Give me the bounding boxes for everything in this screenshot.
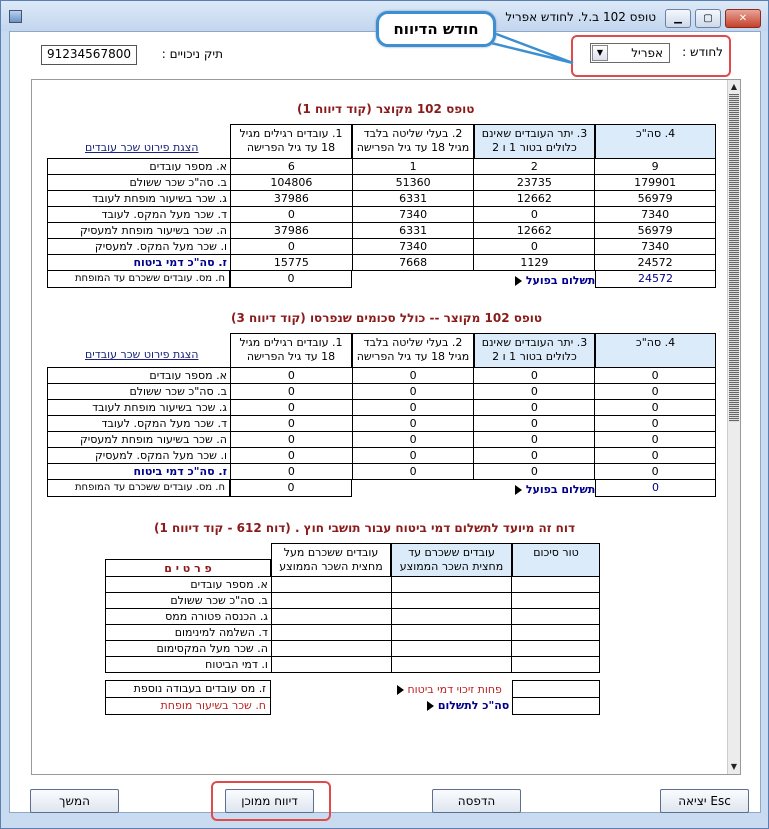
value-cell[interactable]: 0 [595, 464, 716, 480]
value-cell[interactable]: 51360 [352, 175, 474, 191]
table-row [48, 368, 716, 384]
form612-header-above: עובדים ששכרם מעל מחצית השכר הממוצע [271, 543, 391, 577]
form3-title: טופס 102 מקוצר -- כולל סכומים שנפרסו (קוד דיווח 3) [231, 311, 543, 325]
tik-field[interactable]: 91234567800 [41, 45, 137, 65]
month-select[interactable] [590, 43, 670, 63]
row-label: ד. שכר מעל המקס. לעובד [48, 207, 231, 223]
row-label: א. מספר עובדים [106, 577, 272, 593]
table-row [48, 159, 716, 175]
row-label: ז. סה"כ דמי ביטוח [48, 464, 231, 480]
row-label: ב. סה"כ שכר ששולם [48, 175, 231, 191]
value-cell[interactable]: 37986 [230, 223, 352, 239]
value-cell[interactable]: 7340 [352, 239, 474, 255]
form612-header-details: פ ר ט י ם [105, 559, 271, 577]
value-cell[interactable]: 12662 [474, 191, 595, 207]
value-cell[interactable]: 0 [352, 368, 474, 384]
value-cell[interactable]: 0 [595, 416, 716, 432]
row-label: א. מספר עובדים [48, 159, 231, 175]
value-cell[interactable]: 24572 [595, 255, 716, 271]
form1-h-label: ח. מס. עובדים ששכרם עד המופחת [47, 270, 230, 288]
triangle-right-icon [397, 685, 404, 695]
row-label: ב. סה"כ שכר ששולם [106, 593, 272, 609]
value-cell[interactable] [391, 625, 512, 641]
value-cell[interactable]: 0 [595, 432, 716, 448]
vertical-scrollbar[interactable] [727, 80, 740, 774]
value-cell[interactable]: 0 [474, 416, 595, 432]
table-row [48, 207, 716, 223]
form1-paid-value[interactable]: 24572 [595, 270, 716, 288]
value-cell[interactable]: 7340 [595, 239, 716, 255]
value-cell[interactable]: 7668 [352, 255, 474, 271]
row-label: ד. שכר מעל המקס. לעובד [48, 416, 231, 432]
value-cell[interactable]: 56979 [595, 191, 716, 207]
value-cell[interactable]: 0 [474, 384, 595, 400]
value-cell[interactable]: 12662 [474, 223, 595, 239]
form1-title: טופס 102 מקוצר (קוד דיווח 1) [297, 102, 475, 116]
value-cell[interactable]: 0 [230, 400, 352, 416]
value-cell[interactable]: 0 [595, 400, 716, 416]
triangle-right-icon [427, 701, 434, 711]
value-cell[interactable]: 179901 [595, 175, 716, 191]
row-label: ג. שכר בשיעור מופחת לעובד [48, 400, 231, 416]
value-cell[interactable]: 0 [352, 464, 474, 480]
table-row [48, 191, 716, 207]
tik-label: תיק ניכויים : [161, 47, 223, 61]
form612-less-value[interactable] [512, 680, 600, 698]
chevron-down-icon[interactable]: ▼ [592, 45, 608, 61]
table-row [48, 384, 716, 400]
value-cell[interactable]: 0 [230, 432, 352, 448]
value-cell[interactable]: 0 [230, 448, 352, 464]
form3-paid-label [515, 483, 595, 496]
form3-header-col2: 2. בעלי שליטה בלבד מגיל 18 עד גיל הפרישה [352, 333, 474, 368]
value-cell[interactable]: 9 [595, 159, 716, 175]
value-cell[interactable] [512, 625, 600, 641]
value-cell[interactable]: 6 [230, 159, 352, 175]
form3-paid-text: תשלום בפועל [525, 483, 596, 496]
row-label: ה. שכר בשיעור מופחת למעסיק [48, 432, 231, 448]
value-cell[interactable] [391, 641, 512, 657]
row-label: ג. הכנסה פטורה ממס [106, 609, 272, 625]
triangle-right-icon [515, 485, 522, 495]
value-cell[interactable]: 0 [230, 368, 352, 384]
window-title: טופס 102 ב.ל. לחודש אפריל [505, 10, 656, 24]
value-cell[interactable]: 0 [230, 416, 352, 432]
table-row [106, 609, 600, 625]
scroll-down-icon[interactable]: ▼ [730, 762, 738, 771]
form1-h-value[interactable]: 0 [230, 270, 352, 288]
scroll-thumb[interactable] [729, 94, 739, 422]
table-row [106, 577, 600, 593]
value-cell[interactable]: 0 [474, 464, 595, 480]
value-cell[interactable]: 15775 [230, 255, 352, 271]
value-cell[interactable] [271, 657, 391, 673]
form612-header-summary: טור סיכום [512, 543, 600, 577]
row-label: ה. שכר בשיעור מופחת למעסיק [48, 223, 231, 239]
form3-header-col1: 1. עובדים רגילים מגיל 18 עד גיל הפרישה [230, 333, 352, 368]
row-label: ד. השלמה למינימום [106, 625, 272, 641]
table-row [48, 416, 716, 432]
exit-button[interactable]: יציאה Esc [660, 789, 749, 813]
form1-header-col2: 2. בעלי שליטה בלבד מגיל 18 עד גיל הפרישה [352, 124, 474, 159]
maximize-button[interactable]: ▢ [695, 9, 721, 28]
form1-table [47, 158, 716, 271]
value-cell[interactable] [271, 609, 391, 625]
form3-h-label: ח. מס. עובדים ששכרם עד המופחת [47, 479, 230, 497]
value-cell[interactable] [391, 577, 512, 593]
table-row [48, 432, 716, 448]
value-cell[interactable]: 0 [230, 207, 352, 223]
table-row [48, 175, 716, 191]
value-cell[interactable] [271, 593, 391, 609]
form612-header-below: עובדים ששכרם עד מחצית השכר הממוצע [391, 543, 512, 577]
value-cell[interactable]: 7340 [352, 207, 474, 223]
form612-table [105, 576, 600, 673]
form3-salary-detail-link[interactable]: הצגת פירוט שכר עובדים [85, 348, 199, 361]
form612-total-label [427, 699, 509, 712]
close-button[interactable]: ✕ [725, 9, 761, 28]
print-button[interactable]: הדפסה [432, 789, 521, 813]
value-cell[interactable]: 0 [595, 368, 716, 384]
row-label: א. מספר עובדים [48, 368, 231, 384]
form3-table [47, 367, 716, 480]
form612-title: דוח זה מיועד לתשלום דמי ביטוח עבור תושבי חוץ . (דוח 612 - קוד דיווח 1) [154, 521, 576, 535]
value-cell[interactable]: 0 [474, 432, 595, 448]
value-cell[interactable]: 56979 [595, 223, 716, 239]
value-cell[interactable]: 0 [352, 400, 474, 416]
form1-header-col1: 1. עובדים רגילים מגיל 18 עד גיל הפרישה [230, 124, 352, 159]
value-cell[interactable]: 1 [352, 159, 474, 175]
computerized-report-button[interactable]: דיווח ממוכן [225, 789, 314, 813]
form1-paid-text: תשלום בפועל [525, 274, 596, 287]
value-cell[interactable]: 0 [352, 432, 474, 448]
value-cell[interactable]: 0 [474, 368, 595, 384]
value-cell[interactable]: 0 [230, 464, 352, 480]
value-cell[interactable]: 1129 [474, 255, 595, 271]
table-row [48, 400, 716, 416]
value-cell[interactable]: 37986 [230, 191, 352, 207]
scroll-up-icon[interactable]: ▲ [730, 82, 738, 91]
value-cell[interactable]: 23735 [474, 175, 595, 191]
value-cell[interactable] [512, 593, 600, 609]
form1-paid-label [515, 274, 595, 287]
form3-header-total: 4. סה"כ [595, 333, 716, 368]
form612-less-label [397, 683, 502, 696]
app-icon [9, 10, 22, 23]
table-row [106, 593, 600, 609]
value-cell[interactable]: 0 [230, 239, 352, 255]
value-cell[interactable]: 0 [352, 384, 474, 400]
row-label: ו. דמי הביטוח [106, 657, 272, 673]
value-cell[interactable]: 0 [595, 384, 716, 400]
form3-h-value[interactable]: 0 [230, 479, 352, 497]
form612-less-text: פחות זיכוי דמי ביטוח [407, 683, 502, 696]
next-button[interactable]: המשך [30, 789, 119, 813]
value-cell[interactable]: 0 [230, 384, 352, 400]
row-label: ו. שכר מעל המקס. למעסיק [48, 448, 231, 464]
value-cell[interactable] [512, 577, 600, 593]
value-cell[interactable] [391, 593, 512, 609]
value-cell[interactable]: 0 [474, 239, 595, 255]
value-cell[interactable]: 0 [352, 448, 474, 464]
form612-total-value[interactable] [512, 697, 600, 715]
report-month-callout: חודש הדיווח [376, 11, 496, 47]
month-label: לחודש : [682, 45, 723, 59]
value-cell[interactable] [391, 657, 512, 673]
value-cell[interactable] [512, 609, 600, 625]
minimize-button[interactable]: ▁ [665, 9, 691, 28]
value-cell[interactable]: 2 [474, 159, 595, 175]
row-label: ב. סה"כ שכר ששולם [48, 384, 231, 400]
table-row [48, 223, 716, 239]
value-cell[interactable]: 0 [474, 400, 595, 416]
value-cell[interactable]: 0 [474, 207, 595, 223]
form3-paid-value[interactable]: 0 [595, 479, 716, 497]
value-cell[interactable]: 0 [352, 416, 474, 432]
triangle-right-icon [515, 276, 522, 286]
table-row [48, 255, 716, 271]
table-row [48, 464, 716, 480]
table-row [48, 239, 716, 255]
value-cell[interactable]: 0 [474, 448, 595, 464]
form1-header-total: 4. סה"כ [595, 124, 716, 159]
value-cell[interactable] [271, 641, 391, 657]
value-cell[interactable]: 7340 [595, 207, 716, 223]
table-row [106, 657, 600, 673]
value-cell[interactable]: 6331 [352, 223, 474, 239]
value-cell[interactable] [391, 609, 512, 625]
table-row [48, 448, 716, 464]
form612-h-label: ח. שכר בשיעור מופחת [105, 697, 271, 715]
row-label: ו. שכר מעל המקס. למעסיק [48, 239, 231, 255]
form612-total-text: סה"כ לתשלום [437, 699, 510, 712]
callout-pointer [481, 21, 581, 71]
value-cell[interactable] [271, 577, 391, 593]
form1-header-col3: 3. יתר העובדים שאינם כלולים בטור 1 ו 2 [474, 124, 595, 159]
row-label: ז. סה"כ דמי ביטוח [48, 255, 231, 271]
value-cell[interactable] [271, 625, 391, 641]
month-value: אפריל [631, 46, 663, 60]
row-label: ג. שכר בשיעור מופחת לעובד [48, 191, 231, 207]
form3-header-col3: 3. יתר העובדים שאינם כלולים בטור 1 ו 2 [474, 333, 595, 368]
value-cell[interactable]: 6331 [352, 191, 474, 207]
value-cell[interactable]: 0 [595, 448, 716, 464]
table-row [106, 625, 600, 641]
value-cell[interactable] [512, 641, 600, 657]
form1-salary-detail-link[interactable]: הצגת פירוט שכר עובדים [85, 141, 199, 154]
value-cell[interactable]: 104806 [230, 175, 352, 191]
row-label: ה. שכר מעל המקסימום [106, 641, 272, 657]
form612-z-label: ז. מס עובדים בעבודה נוספת [105, 680, 271, 698]
value-cell[interactable] [512, 657, 600, 673]
table-row [106, 641, 600, 657]
